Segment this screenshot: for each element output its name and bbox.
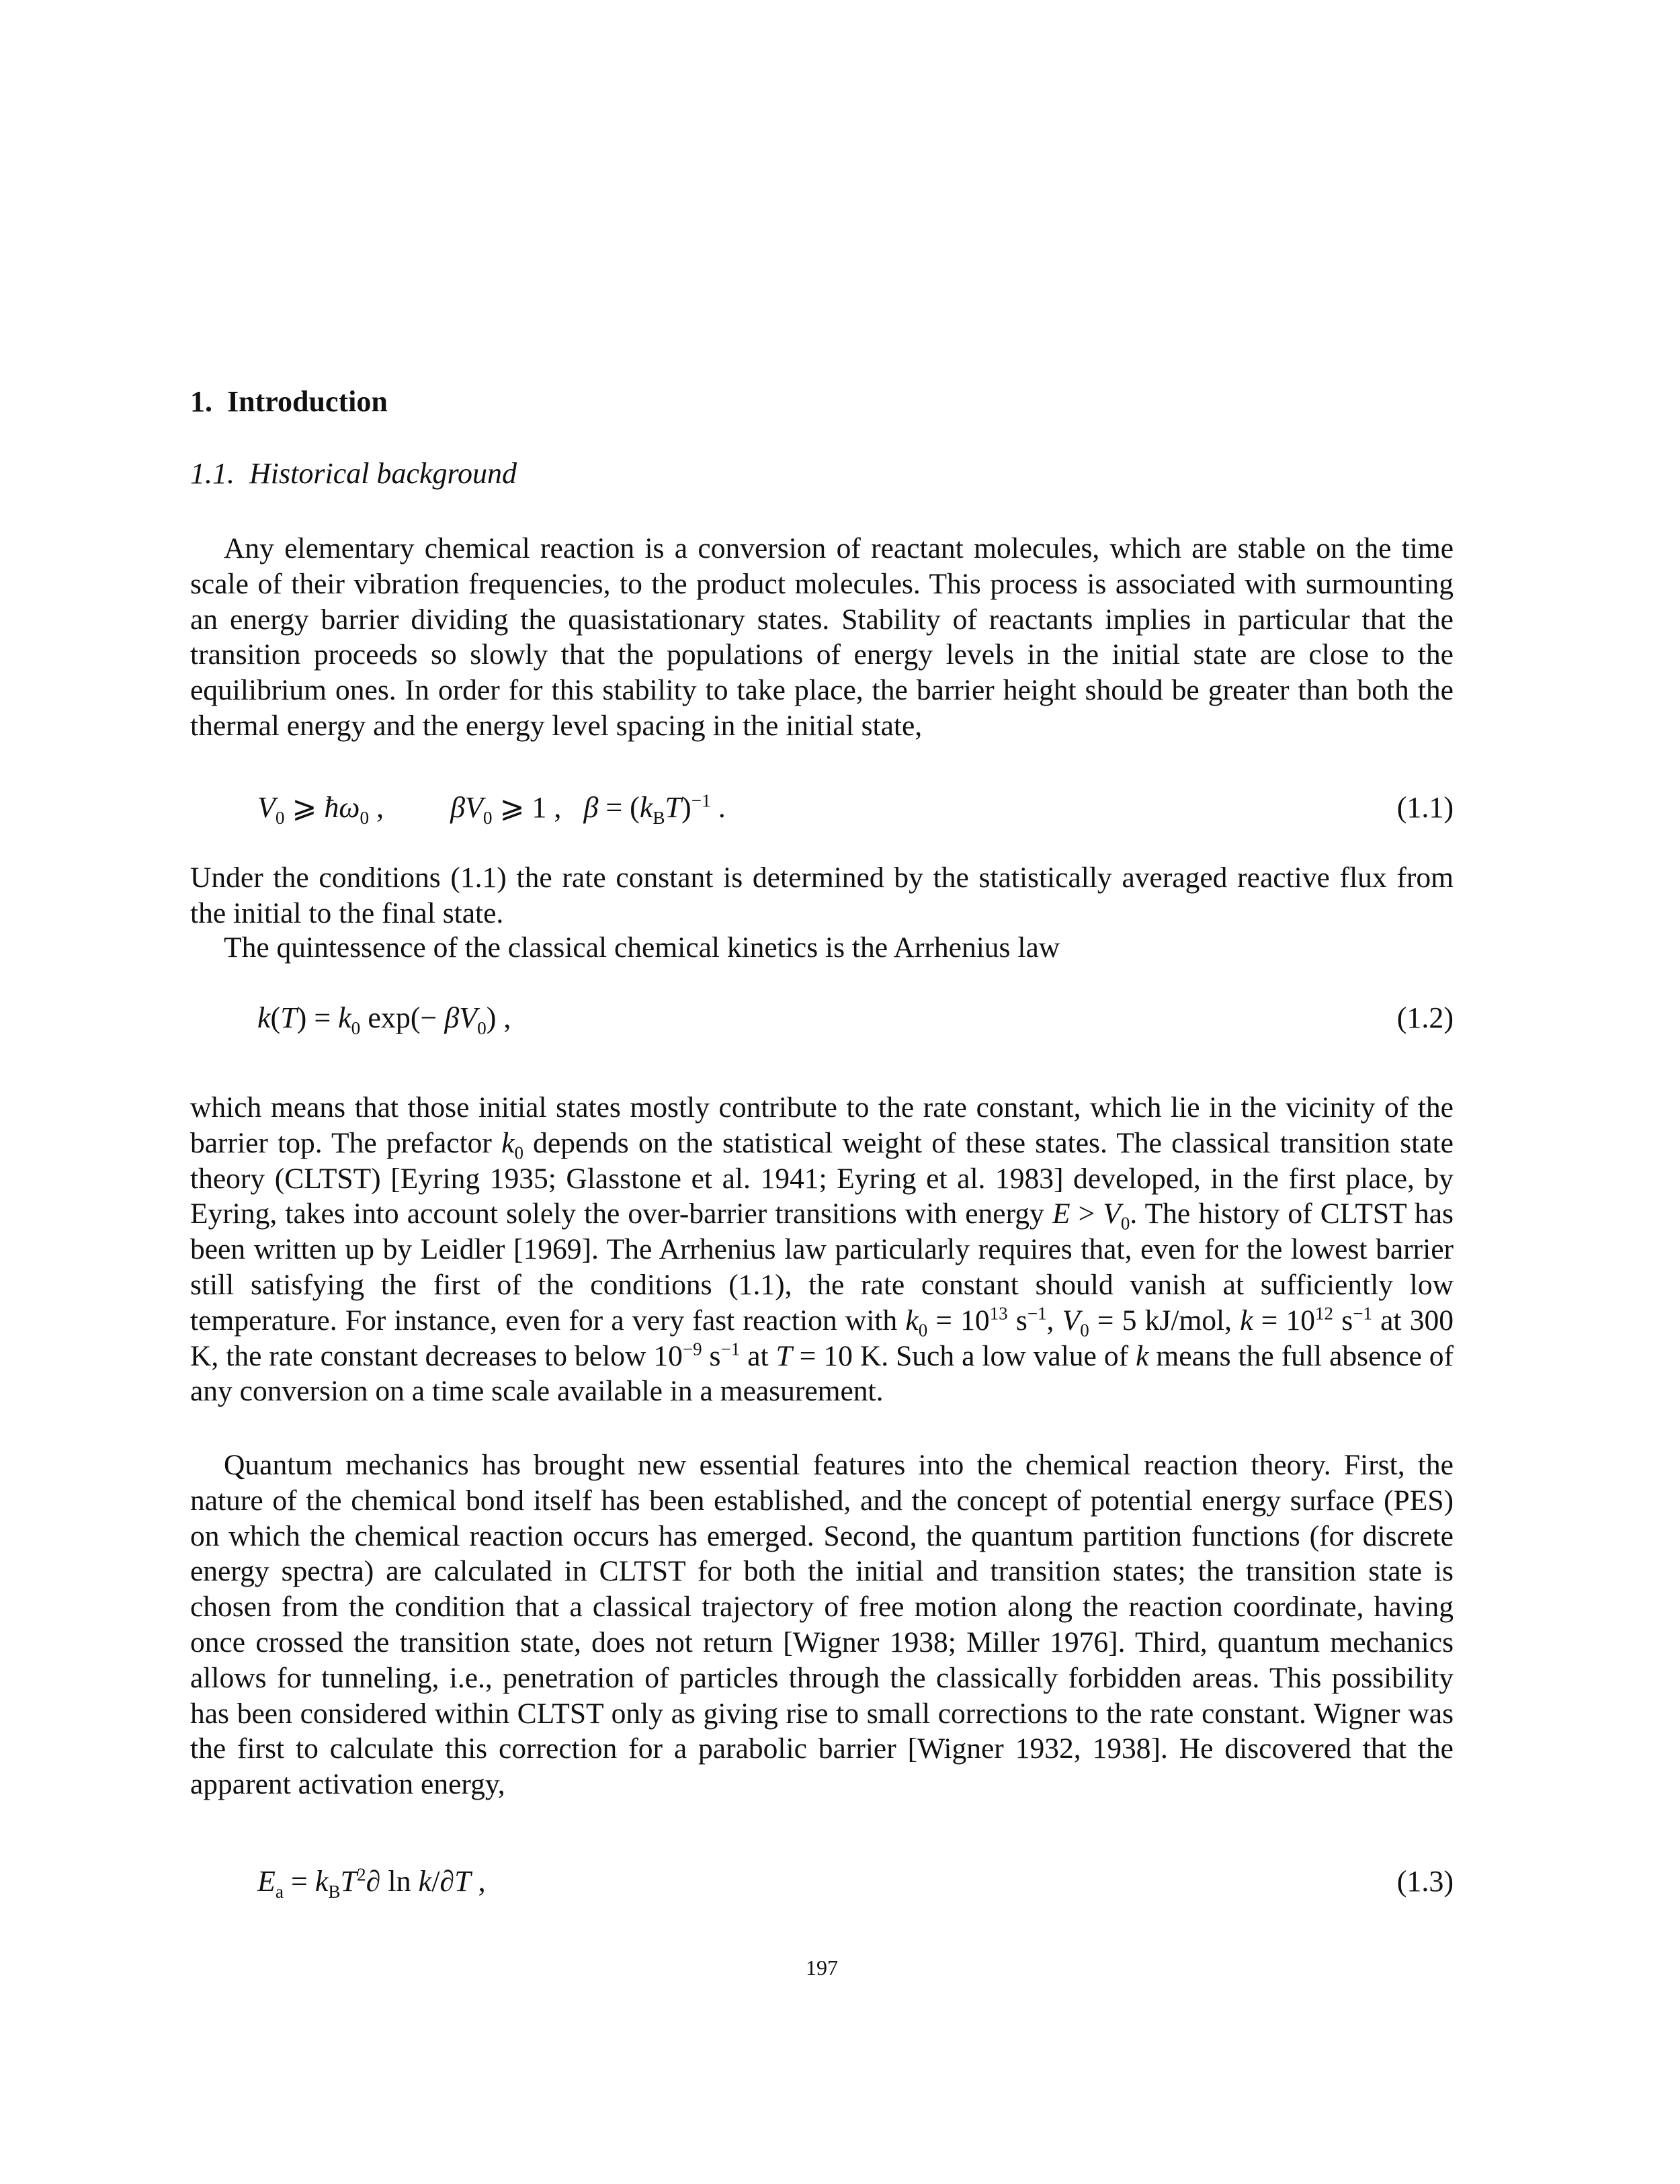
paragraph-5: Quantum mechanics has brought new essential features into the chemical reaction theory. First, the nature of the chemical bond itself has been established, and the concept of potential energy surface (PES) on which the chemical reaction occurs has emerged. Second, the quantum partition functions (for discrete energy spectra) are calculated in CLTST for both the initial and transition states; the transition state is chosen from the condition that a classical trajectory of free motion along the reaction coordinate, having once crossed the transition state, does not return [Wigner 1938; Miller 1976]. Third, quantum mechanics allows for tunneling, i.e., penetration of particles through the classically forbidden areas. This possibility has been considered within CLTST only as giving rise to small corrections to the rate constant. Wigner was the first to calculate this correction for a parabolic barrier [Wigner 1932, 1938]. He discovered that the apparent activation energy, xyxy=(190,1449,1454,1801)
section-title: Introduction xyxy=(227,385,388,418)
paragraph-3: The quintessence of the classical chemical kinetics is the Arrhenius law xyxy=(224,931,1060,964)
paragraph-4-part-5: means the full absence of any conversion on a time scale available in a measurement. xyxy=(190,1339,1454,1408)
page xyxy=(190,0,1454,2184)
paragraph-4-part-3: . The history of CLTST has been written up by Leidler [1969]. The Arrhenius law particularly requires that, even for the lowest barrier still satisfying the first of the conditions (1.1), the rate constant should vanish at sufficiently low temperature. For instance, even for a very fast reaction with xyxy=(190,1198,1454,1337)
paragraph-1: Any elementary chemical reaction is a conversion of reactant molecules, which are stable on the time scale of their vibration frequencies, to the product molecules. This process is associated with surmounting an energy barrier dividing the quasistationary states. Stability of reactants implies in particular that the transition proceeds so slowly that the populations of energy levels in the initial state are close to the equilibrium ones. In order for this stability to take place, the barrier height should be greater than both the thermal energy and the energy level spacing in the initial state, xyxy=(190,532,1454,742)
paragraph-4: which means that those initial states mostly contribute to the rate constant, which lie in the vicinity of the barrier top. The prefactor $k_0$ depends on the statistical weight of these states. The classical transition state theory (CLTST) [Eyring 1935; Glasstone et al. 1941; Eyring et al. 1983] developed, in the first place, by Eyring, takes into account solely the over-barrier transitions with energy $E > V_0$. The history of CLTST has been written up by Leidler [1969]. The Arrhenius law particularly requires that, even for the lowest barrier still satisfying the first of the conditions (1.1), the rate constant should vanish at sufficiently low temperature. For instance, even for a very fast reaction with $k_0 = 10^{13}$ $s^{-1}$, $V_0 = 5$ kJ/mol, $k = 10^{12}$ $s^{-1}$ at 300 K, the rate constant decreases to below $10^{-9}$ $s^{-1}$ at T = 10 K. Such a low value of k means the full absence of any conversion on a time scale available in a measurement. xyxy=(190,1091,1454,1408)
paragraph-4-part-1: which means that those initial states mostly contribute to the rate constant, which lie in the vicinity of the barrier top. The prefactor xyxy=(190,1091,1454,1159)
paragraph-4-part-4: , the rate constant decreases to below xyxy=(211,1339,654,1372)
subsection-title: Historical background xyxy=(249,457,517,490)
section-heading xyxy=(190,382,388,422)
equation-1-1: $V_0$ ⩾ $ħ\omega_0$ , $\beta V_0$ ⩾ 1 , $\beta = (k_BT)^{-1}$ . (1.1) xyxy=(257,788,1454,828)
page-number: 197 xyxy=(806,1956,838,1980)
section-number: 1. xyxy=(190,385,212,418)
paragraph-2: Under the conditions (1.1) the rate constant is determined by the statistically averaged reactive flux from the initial to the final state. xyxy=(190,862,1454,929)
paragraph-4-part-2: depends on the statistical weight of these states. The classical transition state theory (CLTST) [Eyring 1935; Glasstone et al. 1941; Eyring et al. 1983] developed, in the first place, by Eyring, takes into account solely the over-barrier transitions with energy xyxy=(190,1126,1454,1230)
equation-number: (1.2) xyxy=(1396,1001,1454,1034)
equation-1-3: $E_a = k_BT^2\partial$ ln k/∂T , (1.3) xyxy=(257,1861,1454,1902)
equation-number: (1.3) xyxy=(1396,1865,1454,1898)
equation-number: (1.1) xyxy=(1396,791,1454,824)
equation-1-2: $k(T) = k_0$ $\exp(- \beta V_0)$ , (1.2) xyxy=(257,998,1454,1038)
subsection-number: 1.1. xyxy=(190,457,235,490)
subsection-heading xyxy=(190,454,517,494)
